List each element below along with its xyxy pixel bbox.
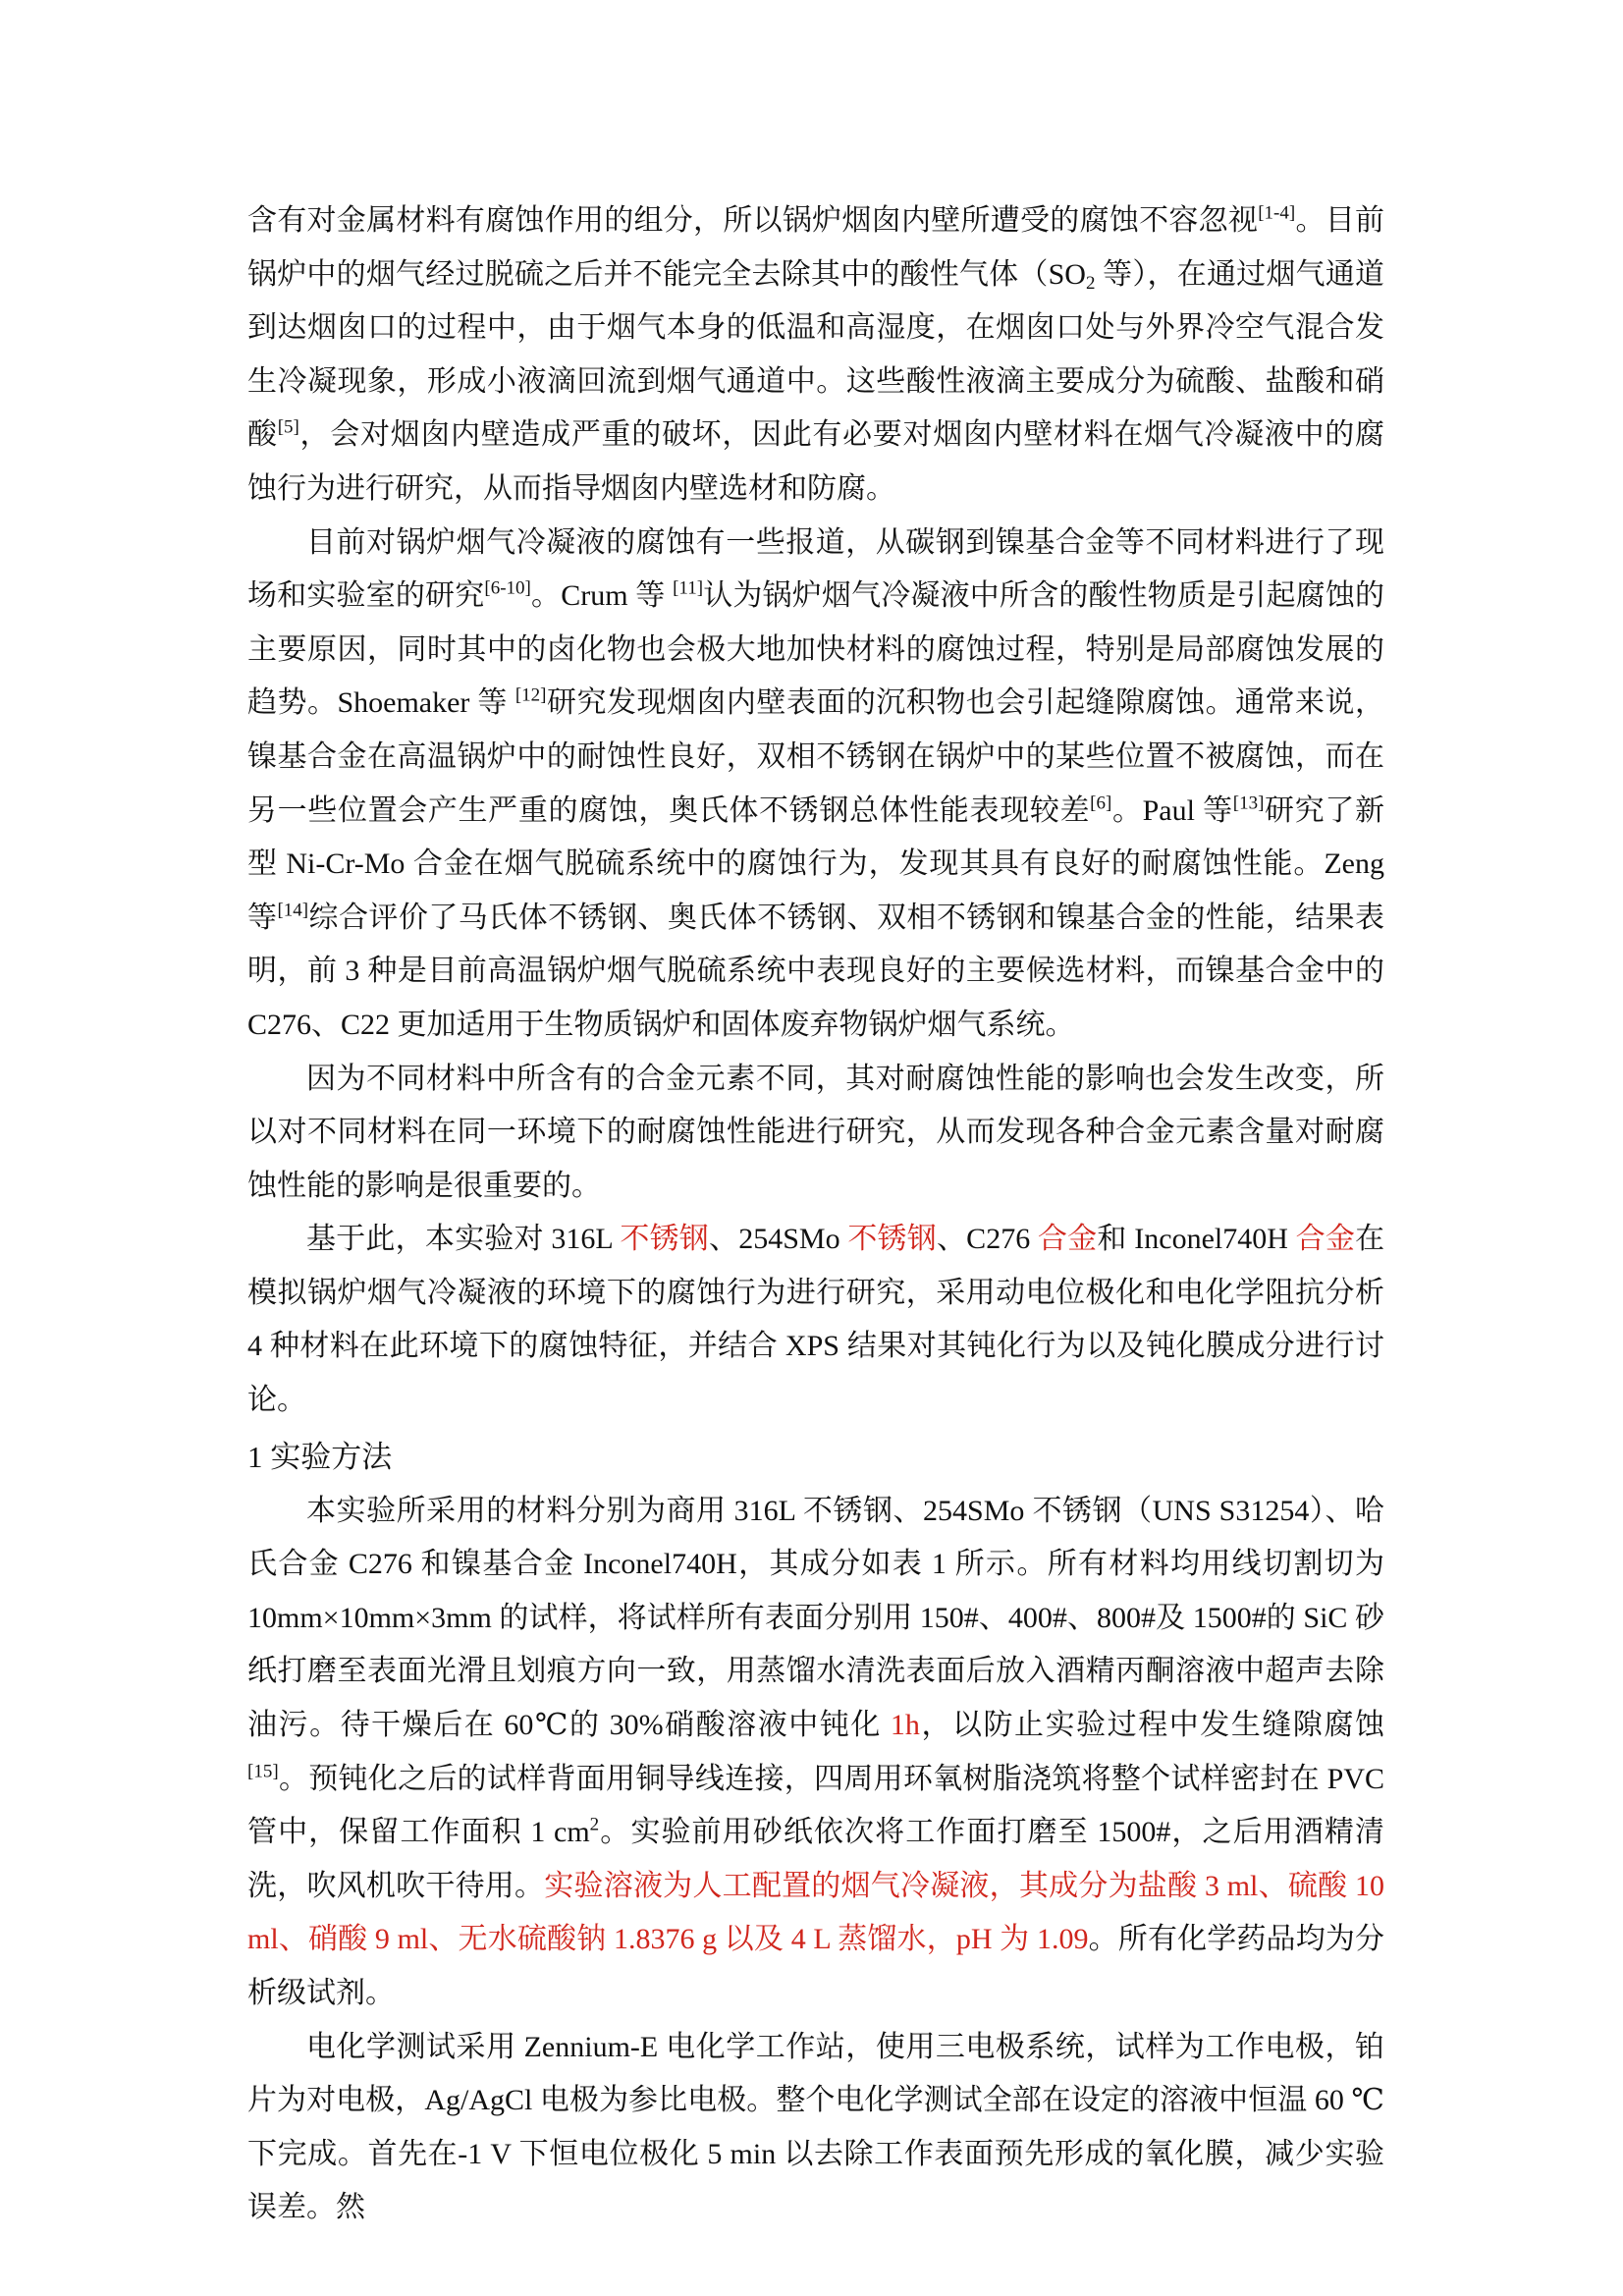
citation-superscript: [15] bbox=[247, 1761, 279, 1782]
citation-superscript: [11] bbox=[673, 577, 704, 599]
paragraph bbox=[247, 517, 1384, 1053]
methods-section bbox=[247, 1485, 1384, 2235]
highlighted-text: 不锈钢 bbox=[847, 1223, 937, 1256]
highlighted-text: 合金 bbox=[1295, 1223, 1356, 1256]
citation-superscript: [1-4] bbox=[1258, 202, 1296, 224]
text-run: 。所有化学药品均为分析级试剂。 bbox=[247, 1923, 1385, 2009]
text-run: 认为锅炉烟气冷凝液中所含的酸性物质是引起腐蚀的主要原因，同时其中的卤化物也会极大地加快材料的腐蚀过程，特别是局部腐蚀发展的趋势。Shoemaker 等 bbox=[247, 579, 1385, 720]
intro-section bbox=[247, 194, 1384, 1428]
text-run: 。Paul 等 bbox=[1111, 793, 1233, 827]
citation-superscript: 2 bbox=[589, 1814, 600, 1835]
text-run: 因为不同材料中所含有的合金元素不同，其对耐腐蚀性能的影响也会发生改变，所以对不同材料在同一环境下的耐腐蚀性能进行研究，从而发现各种合金元素含量对耐腐蚀性能的影响是很重要的。 bbox=[247, 1062, 1384, 1202]
text-run: 。Crum 等 bbox=[530, 579, 674, 613]
document-page bbox=[247, 194, 1384, 2235]
paragraph bbox=[247, 1053, 1384, 1214]
paragraph bbox=[247, 1485, 1384, 2021]
text-run: 。目前锅炉中的烟气经过脱硫之后并不能完全去除其中的酸性气体（SO bbox=[247, 204, 1384, 291]
text-run: 研究了新型 Ni-Cr-Mo 合金在烟气脱硫系统中的腐蚀行为，发现其具有良好的耐腐蚀性能。Zeng 等 bbox=[247, 793, 1384, 934]
text-run: 电化学测试采用 Zennium-E 电化学工作站，使用三电极系统，试样为工作电极，铂片为对电极，Ag/AgCl 电极为参比电极。整个电化学测试全部在设定的溶液中恒温 60 ℃下完成。首先在-1 V 下恒电位极化 5 min 以去除工作表面预先形成的氧化膜，减少实验误差。然 bbox=[247, 2030, 1384, 2224]
citation-superscript: [6-10] bbox=[484, 577, 531, 599]
citation-superscript: [6] bbox=[1090, 793, 1112, 814]
citation-superscript: [5] bbox=[277, 416, 299, 438]
text-run: 、254SMo bbox=[709, 1223, 848, 1256]
subscript-text: 2 bbox=[1085, 272, 1096, 294]
section-heading: 1 实验方法 bbox=[247, 1439, 393, 1474]
text-run: ，会对烟囱内壁造成严重的破坏，因此有必要对烟囱内壁材料在烟气冷凝液中的腐蚀行为进行研究，从而指导烟囱内壁选材和防腐。 bbox=[247, 418, 1385, 505]
text-run: 含有对金属材料有腐蚀作用的组分，所以锅炉烟囱内壁所遭受的腐蚀不容忽视 bbox=[247, 204, 1259, 237]
highlighted-text: 实验溶液为人工配置的烟气冷凝液，其成分为盐酸 3 ml、硫酸 10 ml、硝酸 9 ml、无水硫酸钠 1.8376 g 以及 4 L 蒸馏水，pH 为 1.09 bbox=[247, 1869, 1384, 1956]
citation-superscript: [12] bbox=[514, 684, 547, 706]
text-run: 。实验前用砂纸依次将工作面打磨至 1500#，之后用酒精清洗，吹风机吹干待用。 bbox=[247, 1816, 1384, 1902]
text-run: ，以防止实验过程中发生缝隙腐蚀 bbox=[919, 1709, 1384, 1742]
highlighted-text: 合金 bbox=[1037, 1223, 1098, 1256]
paragraph bbox=[247, 194, 1384, 517]
text-run: 基于此，本实验对 316L bbox=[306, 1223, 621, 1256]
text-run: 研究发现烟囱内壁表面的沉积物也会引起缝隙腐蚀。通常来说，镍基合金在高温锅炉中的耐蚀性良好，双相不锈钢在锅炉中的某些位置不被腐蚀，而在另一些位置会产生严重的腐蚀，奥氏体不锈钢总体性能表现较差 bbox=[247, 686, 1385, 827]
text-run: 。预钝化之后的试样背面用铜导线连接，四周用环氧树脂浇筑将整个试样密封在 PVC 管中，保留工作面积 1 cm bbox=[247, 1762, 1384, 1849]
text-run: 综合评价了马氏体不锈钢、奥氏体不锈钢、双相不锈钢和镍基合金的性能，结果表明，前 3 种是目前高温锅炉烟气脱硫系统中表现良好的主要候选材料，而镍基合金中的 C276、C22 更加适用于生物质锅炉和固体废弃物锅炉烟气系统。 bbox=[247, 901, 1385, 1041]
text-run: 等），在通过烟气通道到达烟囱口的过程中，由于烟气本身的低温和高湿度，在烟囱口处与外界冷空气混合发生冷凝现象，形成小液滴回流到烟气通道中。这些酸性液滴主要成分为硫酸、盐酸和硝酸 bbox=[247, 257, 1385, 452]
text-run: 和 Inconel740H bbox=[1097, 1223, 1296, 1256]
text-run: 目前对锅炉烟气冷凝液的腐蚀有一些报道，从碳钢到镍基合金等不同材料进行了现场和实验室的研究 bbox=[247, 525, 1384, 613]
text-run: 本实验所采用的材料分别为商用 316L 不锈钢、254SMo 不锈钢（UNS S31254）、哈氏合金 C276 和镍基合金 Inconel740H，其成分如表 1 所示。所有材料均用线切割切为 10mm×10mm×3mm 的试样，将试样所有表面分别用 150#、400#、800#及 1500#的 SiC 砂纸打磨至表面光滑且划痕方向一致，用蒸馏水清洗表面后放入酒精丙酮溶液中超声去除油污。待干燥后在 60℃的 30%硝酸溶液中钝化 bbox=[247, 1494, 1384, 1742]
highlighted-text: 1h bbox=[890, 1709, 920, 1742]
text-run: 、C276 bbox=[936, 1223, 1038, 1256]
paragraph bbox=[247, 1213, 1384, 1427]
text-run: 在模拟锅炉烟气冷凝液的环境下的腐蚀行为进行研究，采用动电位极化和电化学阻抗分析 4 种材料在此环境下的腐蚀特征，并结合 XPS 结果对其钝化行为以及钝化膜成分进行讨论。 bbox=[247, 1223, 1385, 1417]
citation-superscript: [13] bbox=[1232, 793, 1265, 814]
paragraph bbox=[247, 2021, 1384, 2235]
highlighted-text: 不锈钢 bbox=[620, 1223, 710, 1256]
citation-superscript: [14] bbox=[277, 900, 309, 921]
